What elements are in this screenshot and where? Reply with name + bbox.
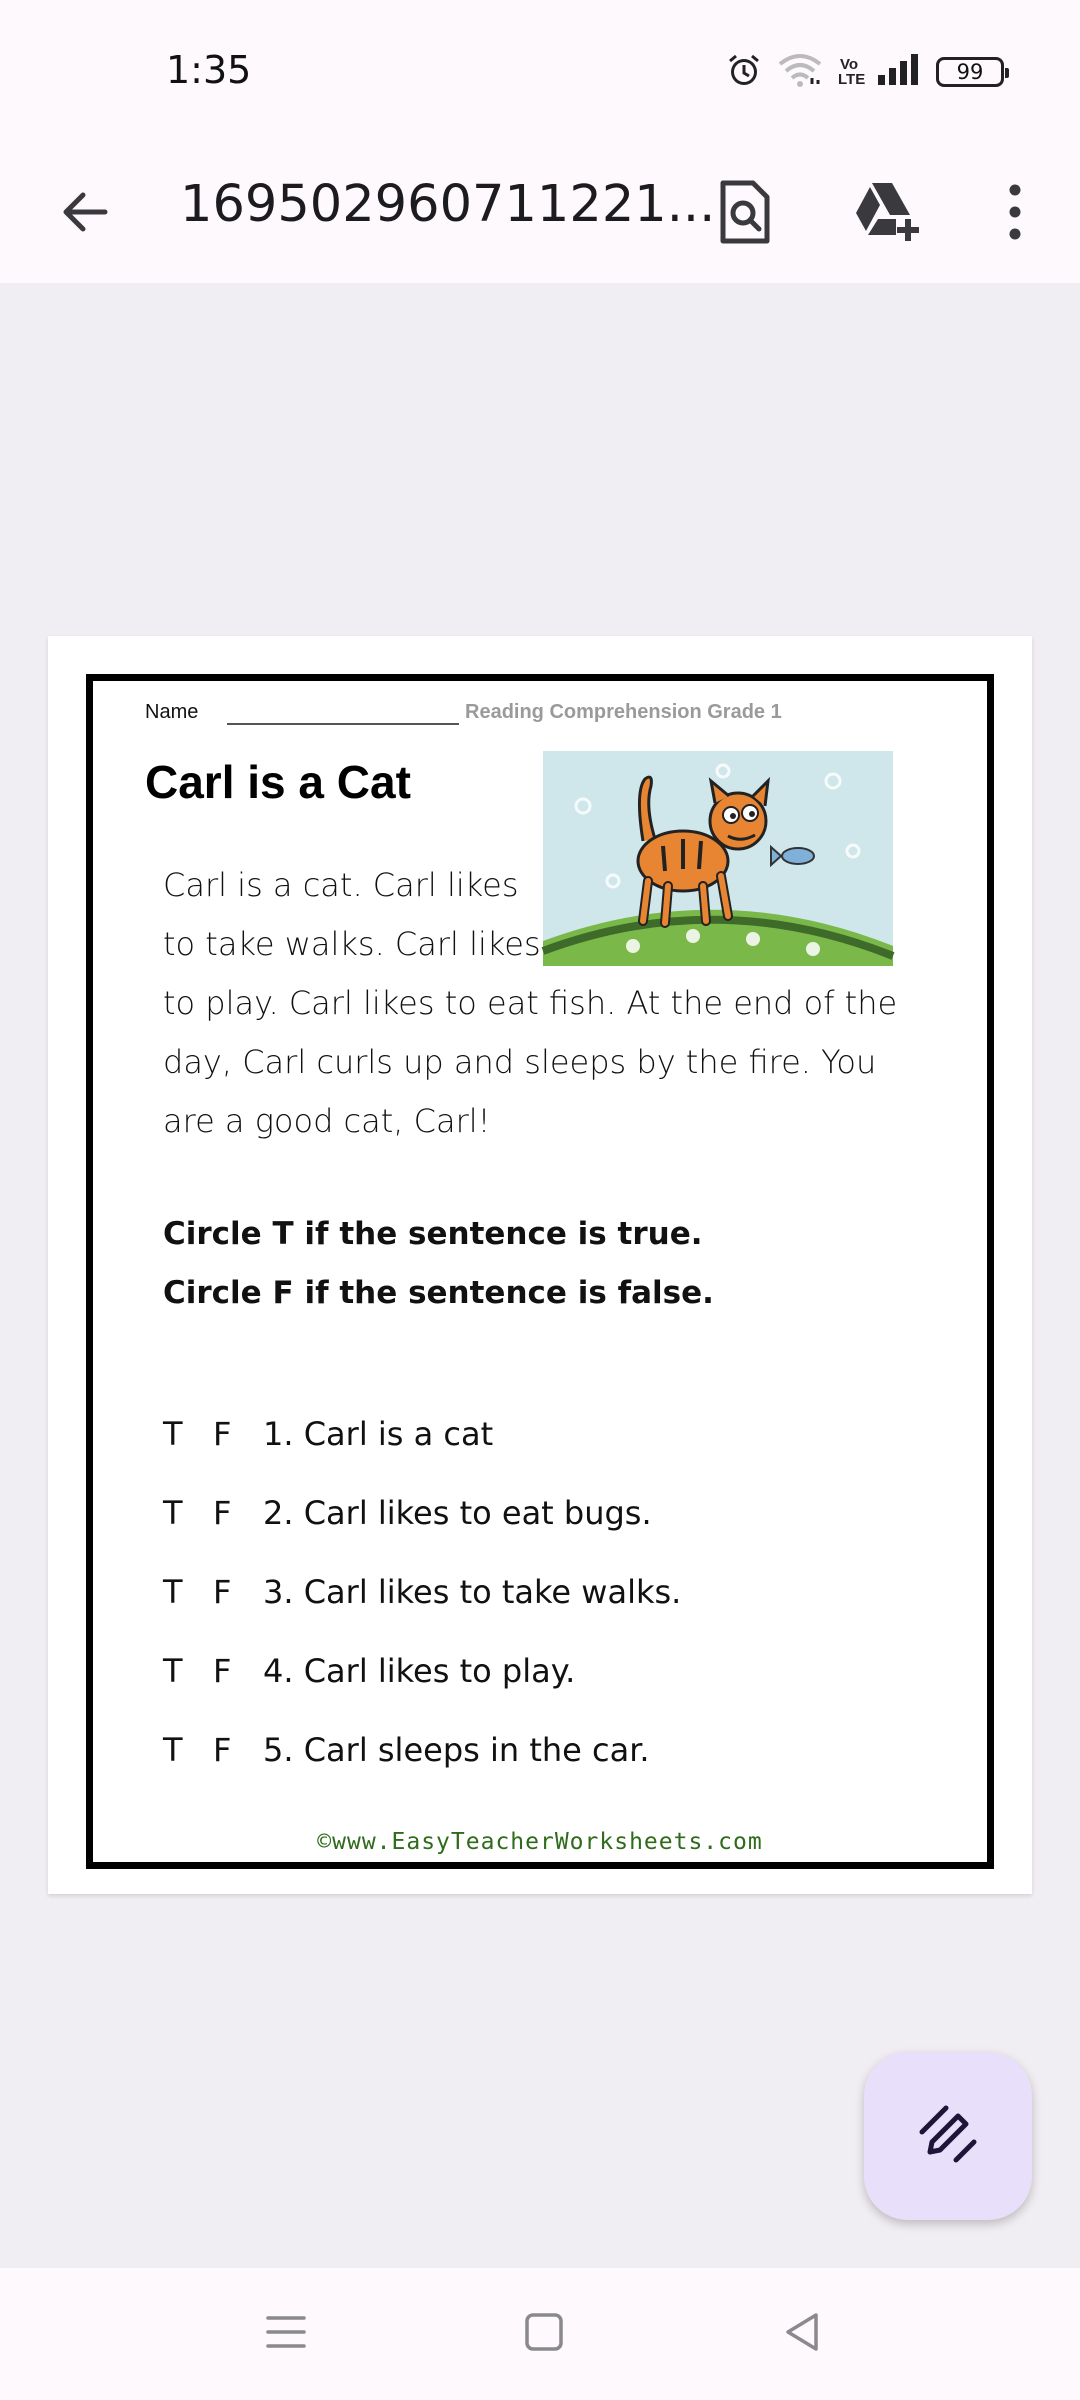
false-option: F bbox=[213, 1730, 232, 1769]
question-text: 2. Carl likes to eat bugs. bbox=[263, 1493, 652, 1532]
document-page[interactable] bbox=[48, 636, 1032, 1894]
worksheet-credit: ©www.EasyTeacherWorksheets.com bbox=[317, 1829, 763, 1855]
status-bar bbox=[0, 0, 1080, 145]
more-options-button[interactable] bbox=[980, 169, 1050, 259]
true-option: T bbox=[163, 1493, 183, 1532]
battery-level: 99 bbox=[956, 60, 984, 84]
app-bar bbox=[0, 145, 1080, 283]
add-to-drive-button[interactable] bbox=[842, 169, 932, 259]
alarm-icon bbox=[726, 52, 762, 93]
true-option: T bbox=[163, 1572, 183, 1611]
more-options-icon bbox=[1005, 184, 1025, 245]
volte-label-bottom: LTE bbox=[838, 71, 866, 88]
passage-rest: to play. Carl likes to eat fish. At the end of the day, Carl curls up and sleeps by the fire. You are a good cat, Carl! bbox=[163, 984, 898, 1140]
question-row bbox=[163, 1394, 943, 1473]
status-time: 1:35 bbox=[166, 48, 252, 92]
volte-label-top: Vo bbox=[839, 56, 859, 73]
recents-button[interactable] bbox=[256, 2306, 316, 2362]
document-viewer[interactable] bbox=[0, 283, 1080, 2268]
back-nav-button[interactable] bbox=[772, 2306, 832, 2362]
instruction-true: Circle T if the sentence is true. bbox=[163, 1216, 703, 1252]
instructions bbox=[163, 1205, 714, 1323]
false-option: F bbox=[213, 1651, 232, 1690]
true-option: T bbox=[163, 1651, 183, 1690]
question-row bbox=[163, 1710, 943, 1789]
edit-pen-icon bbox=[916, 2102, 980, 2171]
navigation-bar bbox=[0, 2268, 1080, 2400]
question-text: 4. Carl likes to play. bbox=[263, 1651, 576, 1690]
instruction-false: Circle F if the sentence is false. bbox=[163, 1275, 714, 1311]
question-text: 1. Carl is a cat bbox=[263, 1414, 494, 1453]
find-in-document-icon bbox=[717, 179, 773, 250]
find-in-document-button[interactable] bbox=[700, 169, 790, 259]
volte-icon bbox=[838, 56, 866, 88]
recents-menu-icon bbox=[264, 2312, 308, 2357]
worksheet-frame bbox=[86, 674, 994, 1869]
home-square-icon bbox=[522, 2310, 566, 2359]
passage-line-1: Carl is a cat. Carl likes bbox=[163, 866, 519, 904]
back-triangle-icon bbox=[780, 2310, 824, 2359]
grade-label: Reading Comprehension Grade 1 bbox=[465, 701, 782, 723]
true-option: T bbox=[163, 1730, 183, 1769]
question-text: 5. Carl sleeps in the car. bbox=[263, 1730, 650, 1769]
wifi-icon bbox=[778, 52, 822, 93]
question-row bbox=[163, 1552, 943, 1631]
edit-fab-button[interactable] bbox=[864, 2052, 1032, 2220]
signal-icon bbox=[876, 53, 920, 92]
worksheet-title: Carl is a Cat bbox=[145, 756, 411, 808]
back-button[interactable] bbox=[40, 179, 130, 249]
battery-icon bbox=[936, 57, 1004, 87]
arrow-left-icon bbox=[57, 184, 113, 245]
add-to-drive-icon bbox=[852, 181, 922, 248]
question-row bbox=[163, 1473, 943, 1552]
name-line bbox=[227, 723, 459, 725]
true-option: T bbox=[163, 1414, 183, 1453]
home-button[interactable] bbox=[514, 2306, 574, 2362]
question-list bbox=[163, 1394, 943, 1789]
document-title: 169502960711221... bbox=[180, 175, 716, 234]
false-option: F bbox=[213, 1493, 232, 1532]
false-option: F bbox=[213, 1414, 232, 1453]
name-label: Name bbox=[145, 701, 199, 723]
status-icons bbox=[726, 52, 1004, 92]
passage-line-2: to take walks. Carl likes bbox=[163, 925, 541, 963]
false-option: F bbox=[213, 1572, 232, 1611]
reading-passage bbox=[163, 856, 933, 1151]
question-text: 3. Carl likes to take walks. bbox=[263, 1572, 682, 1611]
question-row bbox=[163, 1631, 943, 1710]
